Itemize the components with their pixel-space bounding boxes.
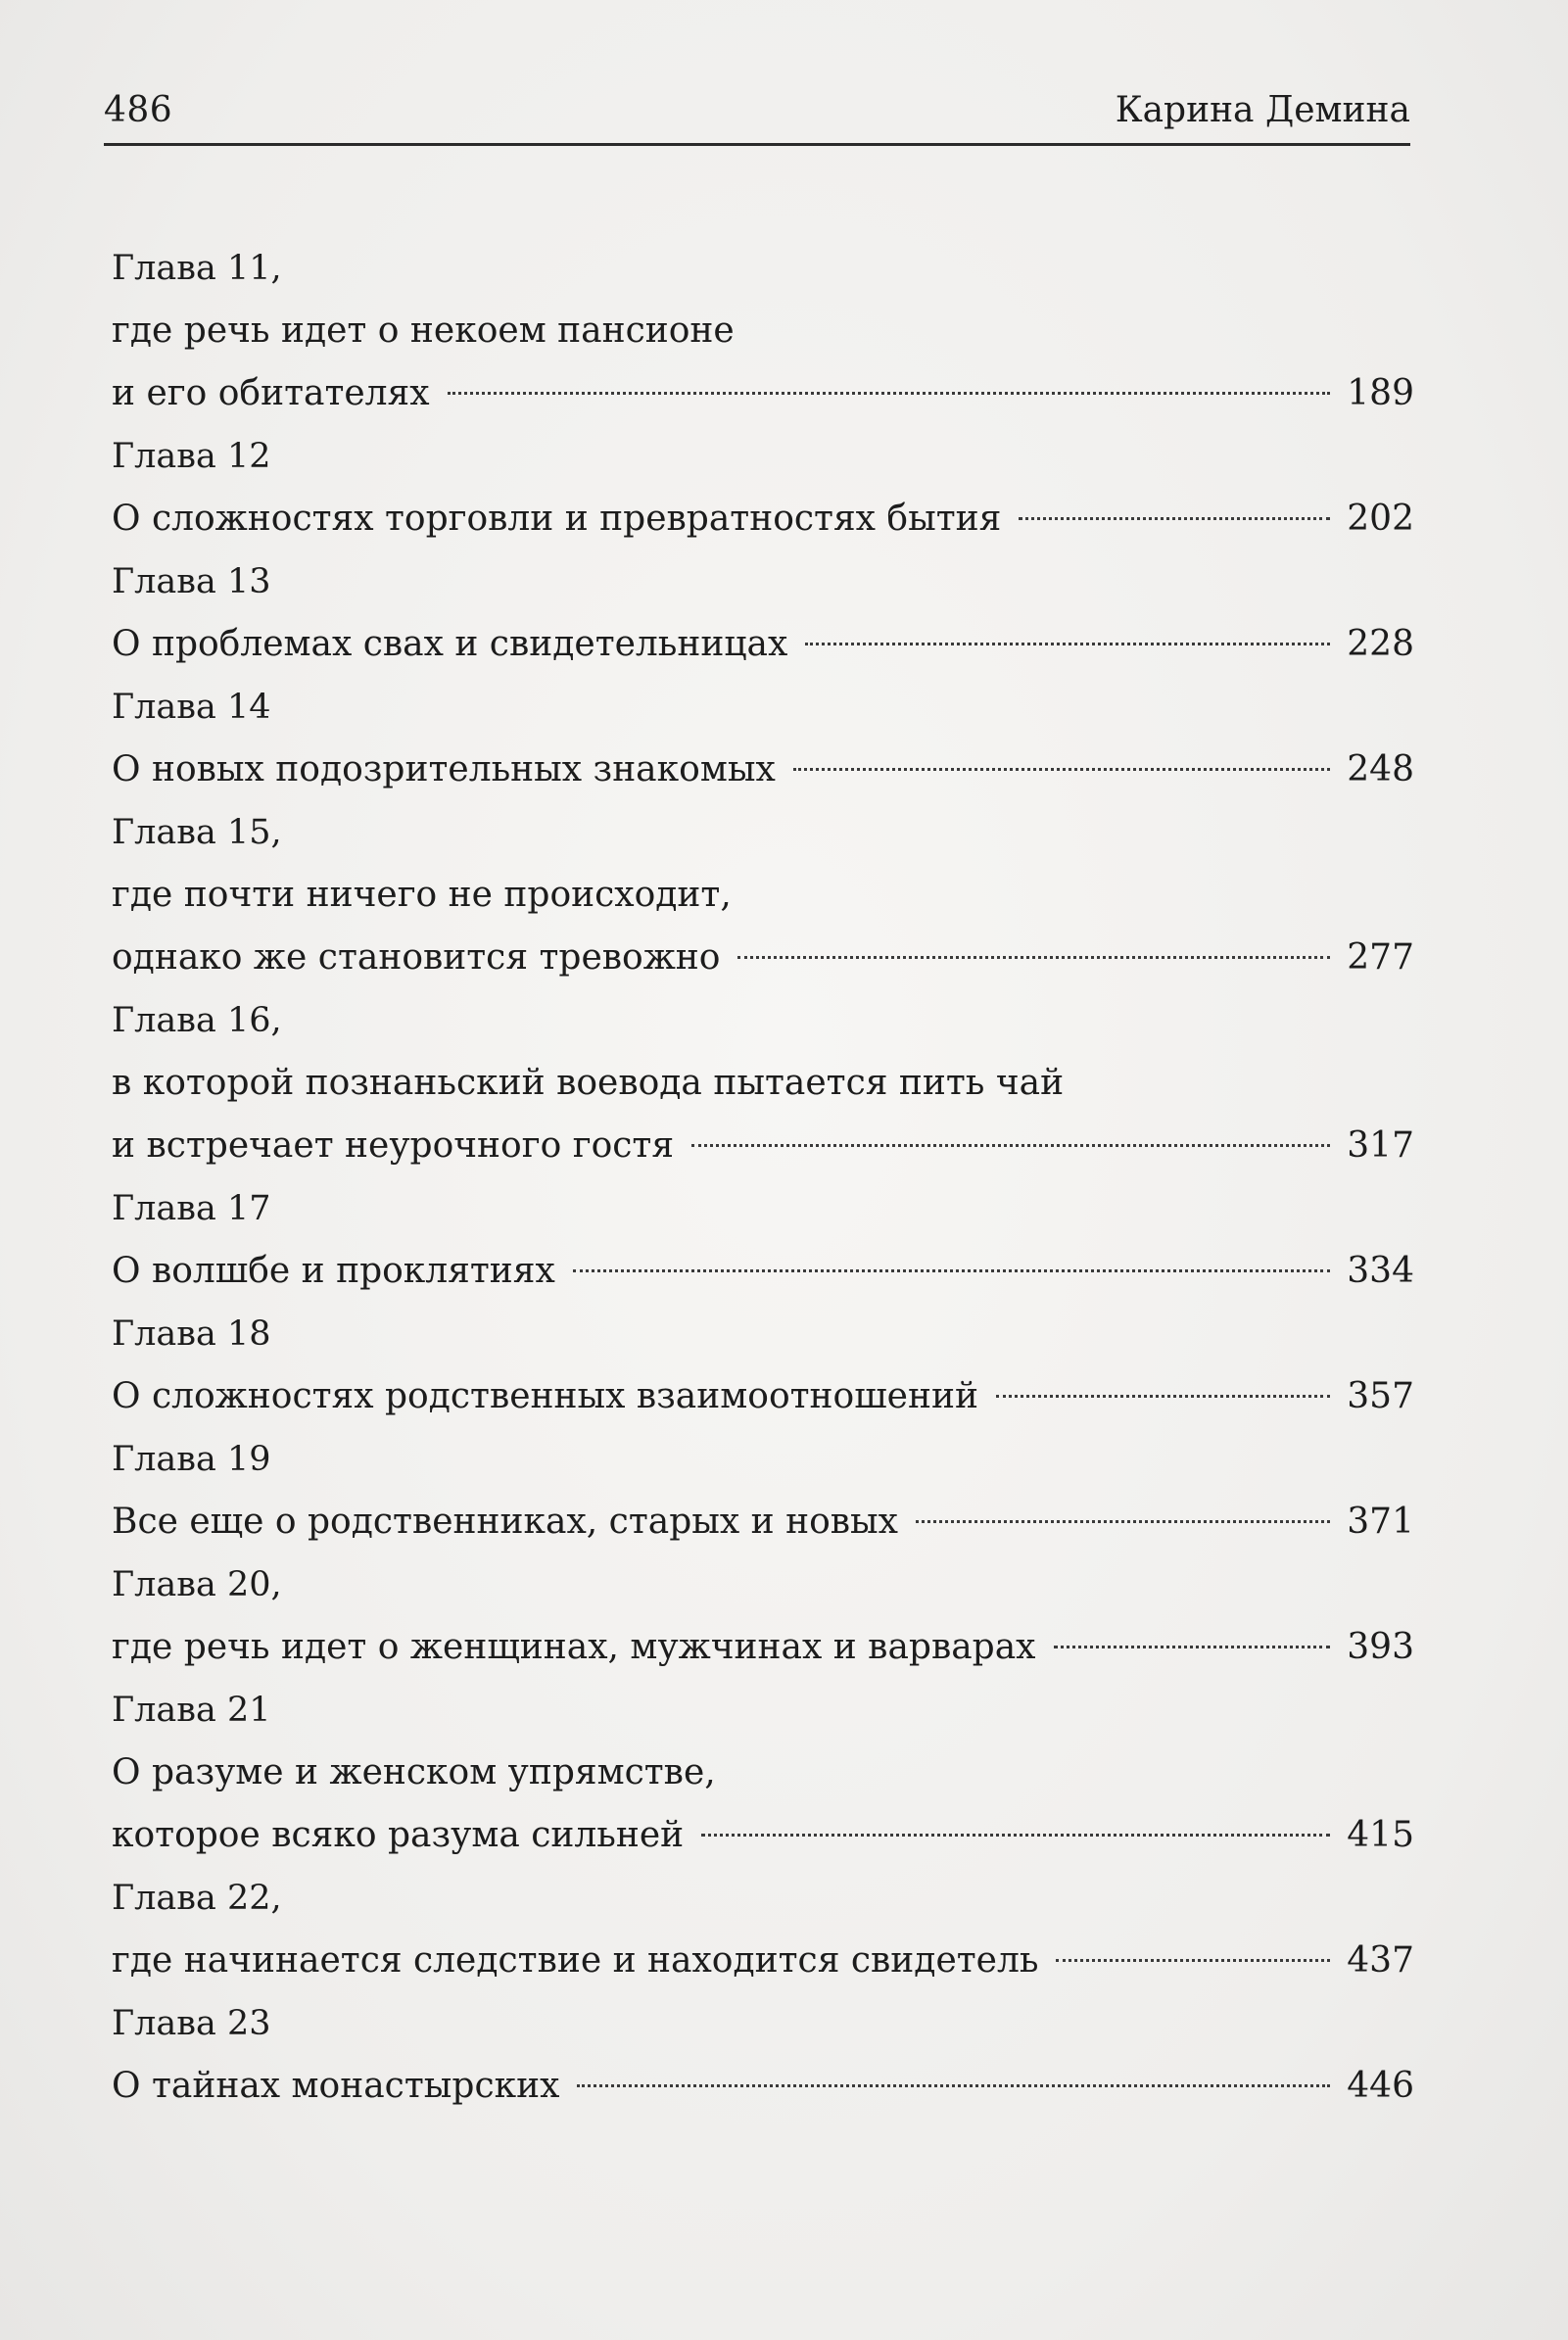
chapter-title-line bbox=[112, 300, 1414, 362]
chapter-title-last-line bbox=[112, 2055, 1414, 2118]
page-number: 486 bbox=[104, 90, 173, 130]
author-name: Карина Демина bbox=[1115, 90, 1410, 130]
chapter-title-last-line bbox=[112, 613, 1414, 676]
chapter-title-text: и его обитателях bbox=[112, 373, 430, 413]
dot-leader bbox=[1054, 1645, 1331, 1648]
dot-leader bbox=[691, 1143, 1330, 1147]
entry-page-number: 317 bbox=[1347, 1125, 1414, 1166]
toc-entry bbox=[112, 1679, 1414, 1867]
toc-entry bbox=[112, 1177, 1414, 1303]
chapter-title-text: где начинается следствие и находится свидетель bbox=[112, 1940, 1039, 1981]
entry-page-number: 393 bbox=[1347, 1627, 1414, 1667]
running-header bbox=[104, 86, 1410, 146]
chapter-title-text: и встречает неурочного гостя bbox=[112, 1125, 675, 1166]
toc-entry bbox=[112, 1553, 1414, 1679]
toc-entry bbox=[112, 425, 1414, 550]
chapter-title-text: где речь идет о женщинах, мужчинах и варварах bbox=[112, 1627, 1036, 1667]
chapter-number: Глава 16, bbox=[112, 1001, 282, 1040]
dot-leader bbox=[448, 391, 1330, 395]
chapter-title-last-line bbox=[112, 1804, 1414, 1867]
chapter-number: Глава 23 bbox=[112, 2004, 271, 2043]
chapter-number: Глава 12 bbox=[112, 437, 271, 476]
chapter-title-text: О сложностях родственных взаимоотношений bbox=[112, 1376, 978, 1416]
chapter-title-text: однако же становится тревожно bbox=[112, 937, 721, 978]
toc-entry bbox=[112, 1303, 1414, 1428]
chapter-title-text: О тайнах монастырских bbox=[112, 2066, 560, 2106]
chapter-title-last-line bbox=[112, 1930, 1414, 1992]
chapter-title-text: которое всяко разума сильней bbox=[112, 1815, 685, 1855]
chapter-number: Глава 20, bbox=[112, 1565, 282, 1604]
chapter-title-last-line bbox=[112, 1365, 1414, 1428]
dot-leader bbox=[916, 1519, 1330, 1523]
toc-entry bbox=[112, 989, 1414, 1177]
dot-leader bbox=[701, 1833, 1330, 1837]
entry-page-number: 415 bbox=[1347, 1815, 1414, 1855]
dot-leader bbox=[577, 2083, 1330, 2087]
dot-leader bbox=[793, 767, 1330, 771]
entry-page-number: 437 bbox=[1347, 1940, 1414, 1981]
toc-entry bbox=[112, 1867, 1414, 1992]
entry-page-number: 357 bbox=[1347, 1376, 1414, 1416]
dot-leader bbox=[996, 1394, 1330, 1398]
toc-entry bbox=[112, 1992, 1414, 2118]
chapter-number: Глава 15, bbox=[112, 813, 282, 852]
dot-leader bbox=[737, 955, 1330, 959]
chapter-number: Глава 18 bbox=[112, 1314, 271, 1354]
chapter-number: Глава 17 bbox=[112, 1189, 271, 1228]
chapter-number: Глава 22, bbox=[112, 1879, 282, 1918]
chapter-title-text: в которой познаньский воевода пытается пить чай bbox=[112, 1063, 1065, 1103]
dot-leader bbox=[1019, 516, 1330, 520]
dot-leader bbox=[573, 1268, 1330, 1272]
chapter-title-text: Все еще о родственниках, старых и новых bbox=[112, 1502, 898, 1542]
toc-entry bbox=[112, 1428, 1414, 1553]
chapter-title-last-line bbox=[112, 1616, 1414, 1679]
chapter-title-text: О сложностях торговли и превратностях бытия bbox=[112, 499, 1002, 539]
chapter-number: Глава 11, bbox=[112, 249, 282, 288]
entry-page-number: 189 bbox=[1347, 373, 1414, 413]
chapter-title-line bbox=[112, 864, 1414, 927]
chapter-title-last-line bbox=[112, 1115, 1414, 1177]
toc-entry bbox=[112, 801, 1414, 989]
chapter-title-last-line bbox=[112, 488, 1414, 550]
chapter-number: Глава 14 bbox=[112, 688, 271, 727]
toc-entry bbox=[112, 550, 1414, 676]
chapter-title-last-line bbox=[112, 739, 1414, 801]
dot-leader bbox=[1056, 1958, 1330, 1962]
chapter-title-text: О волшбе и проклятиях bbox=[112, 1251, 555, 1291]
chapter-title-last-line bbox=[112, 1240, 1414, 1303]
chapter-title-line bbox=[112, 1052, 1414, 1115]
chapter-number: Глава 13 bbox=[112, 562, 271, 601]
table-of-contents bbox=[112, 237, 1414, 2118]
entry-page-number: 446 bbox=[1347, 2066, 1414, 2106]
chapter-number: Глава 19 bbox=[112, 1440, 271, 1479]
dot-leader bbox=[805, 642, 1330, 645]
chapter-title-text: О новых подозрительных знакомых bbox=[112, 749, 776, 789]
chapter-title-last-line bbox=[112, 927, 1414, 989]
entry-page-number: 277 bbox=[1347, 937, 1414, 978]
entry-page-number: 371 bbox=[1347, 1502, 1414, 1542]
chapter-title-text: О проблемах свах и свидетельницах bbox=[112, 624, 788, 664]
toc-entry bbox=[112, 237, 1414, 425]
chapter-title-text: где речь идет о некоем пансионе bbox=[112, 310, 735, 351]
chapter-title-last-line bbox=[112, 1491, 1414, 1553]
toc-entry bbox=[112, 676, 1414, 801]
chapter-number: Глава 21 bbox=[112, 1691, 271, 1730]
chapter-title-last-line bbox=[112, 362, 1414, 425]
entry-page-number: 248 bbox=[1347, 749, 1414, 789]
entry-page-number: 228 bbox=[1347, 624, 1414, 664]
chapter-title-text: где почти ничего не происходит, bbox=[112, 875, 732, 915]
chapter-title-line bbox=[112, 1742, 1414, 1804]
entry-page-number: 334 bbox=[1347, 1251, 1414, 1291]
chapter-title-text: О разуме и женском упрямстве, bbox=[112, 1752, 716, 1792]
entry-page-number: 202 bbox=[1347, 499, 1414, 539]
